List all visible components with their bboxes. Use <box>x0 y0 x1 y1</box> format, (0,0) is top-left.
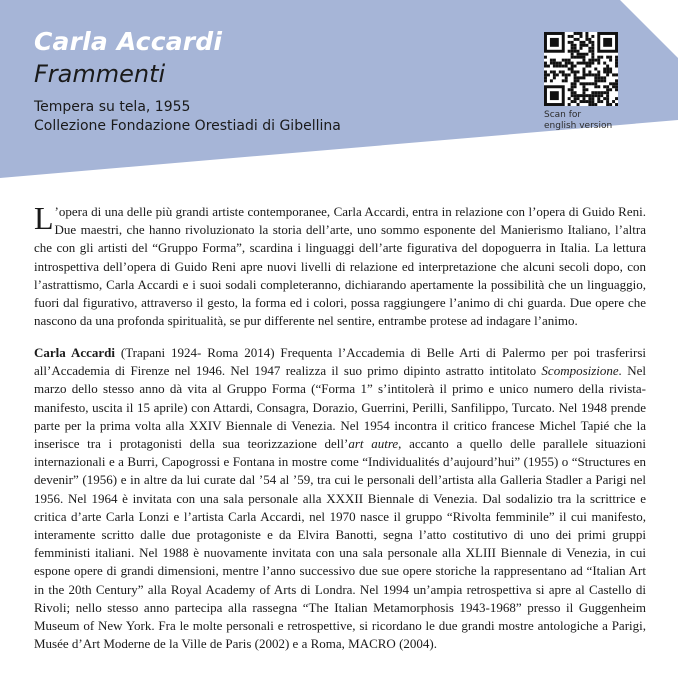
bio-text-1: (Trapani 1924- Roma 2014) Frequenta l’Accademia di Belle Arti di Palermo per poi trasferirsi all’Accademia di Firenze nel 1946. Nel 1947 realizza il suo primo dipinto astratto intitolato <box>34 345 646 379</box>
artist-name: Carla Accardi <box>34 27 223 56</box>
bio-artist-name: Carla Accardi <box>34 345 115 360</box>
biography-paragraph <box>34 344 646 653</box>
drop-cap: L <box>34 200 54 236</box>
intro-text: ’opera di una delle più grandi artiste contemporanee, Carla Accardi, entra in relazione con l’opera di Guido Reni. Due maestri, che hanno rivoluzionato la storia dell’arte, uno sommo esponente del Manierismo Italiano, l’altra che con gli artisti del “Gruppo Forma”, scardina i linguaggi dell’arte figurativa del dopoguerra in Italia. La lettura introspettiva dell’opera di Guido Reni apre nuovi livelli di relazione ed interpretazione che alcuni secoli dopo, con l’astrattismo, Carla Accardi e i suoi sodali completeranno, dichiarando apertamente la possibilità che un linguaggio, fuori dal figurativo, attraverso il gesto, la forma ed i colori, possa raggiungere l’animo di chi guarda. Due opere che nascono da una profonda spiritualità, se pur differente nel sentire, entrambe protese ad indagare l’animo. <box>34 204 646 329</box>
artwork-medium: Tempera su tela, 1955 <box>34 99 191 115</box>
artwork-title: Frammenti <box>34 60 166 88</box>
artwork-details <box>34 98 341 136</box>
bio-italic-title: Scomposizione. <box>541 363 622 379</box>
qr-caption-line1: Scan for <box>544 110 582 120</box>
intro-paragraph <box>34 200 646 330</box>
qr-caption-line2: english version <box>544 121 613 131</box>
artwork-collection: Collezione Fondazione Orestiadi di Gibellina <box>34 118 341 134</box>
qr-code-icon[interactable] <box>544 32 618 106</box>
bio-text-2: Nel marzo dello stesso anno dà vita al Gruppo Forma (“Forma 1” s’intitolerà il primo e unico numero della rivista-manifesto, uscita il 15 aprile) con Attardi, Consagra, Dorazio, Guerrini, Perilli, Sanfilippo, Turcato. Nel 1948 prende parte per la prima volta alla XXIV Biennale di Venezia. Nel 1954 incontra il critico francese Michel Tapié che la inserisce tra i protagonisti della sua teorizzazione dell’ <box>34 363 646 452</box>
qr-caption <box>544 110 612 132</box>
bio-italic-term: art autre <box>348 436 399 452</box>
bio-text-3: , accanto a quello delle parallele situazioni internazionali e a Burri, Capogrossi e Fontana in mostre come “Individualités d’aujourd’hui” (1955) o “Structures en devenir” (1956) e in altre da lui curate dal ’54 al ’59, tra cui le personali dell’artista alla Galleria Stadler a Parigi nel 1956. Nel 1964 è invitata con una sala personale alla XXXII Biennale di Venezia. Dal sodalizio tra la scrittrice e critica d’arte Carla Lonzi e l’artista Carla Accardi, nel 1970 nasce il gruppo “Rivolta femminile” il cui manifesto, interamente scritto dalle due protagoniste e da Elvira Banotti, segna l’atto costitutivo di uno dei primi gruppi femministi italiani. Nel 1988 è nuovamente invitata con una sala personale alla XLIII Biennale di Venezia, in cui espone opere di grandi dimensioni, mentre l’anno successivo due sue opere storiche la rappresentano ad “Italian Art in the 20th Century” alla Royal Academy of Arts di Londra. Nel 1994 un’ampia retrospettiva si apre al Castello di Rivoli; nello stesso anno partecipa alla rassegna “The Italian Metamorphosis 1943-1968” presso il Guggenheim Museum of New York. Fra le molte personali e retrospettive, si ricordano le due grandi mostre antologiche a Parigi, Musée d’Art Moderne de la Ville de Paris (2002) e a Roma, MACRO (2004). <box>34 436 646 652</box>
